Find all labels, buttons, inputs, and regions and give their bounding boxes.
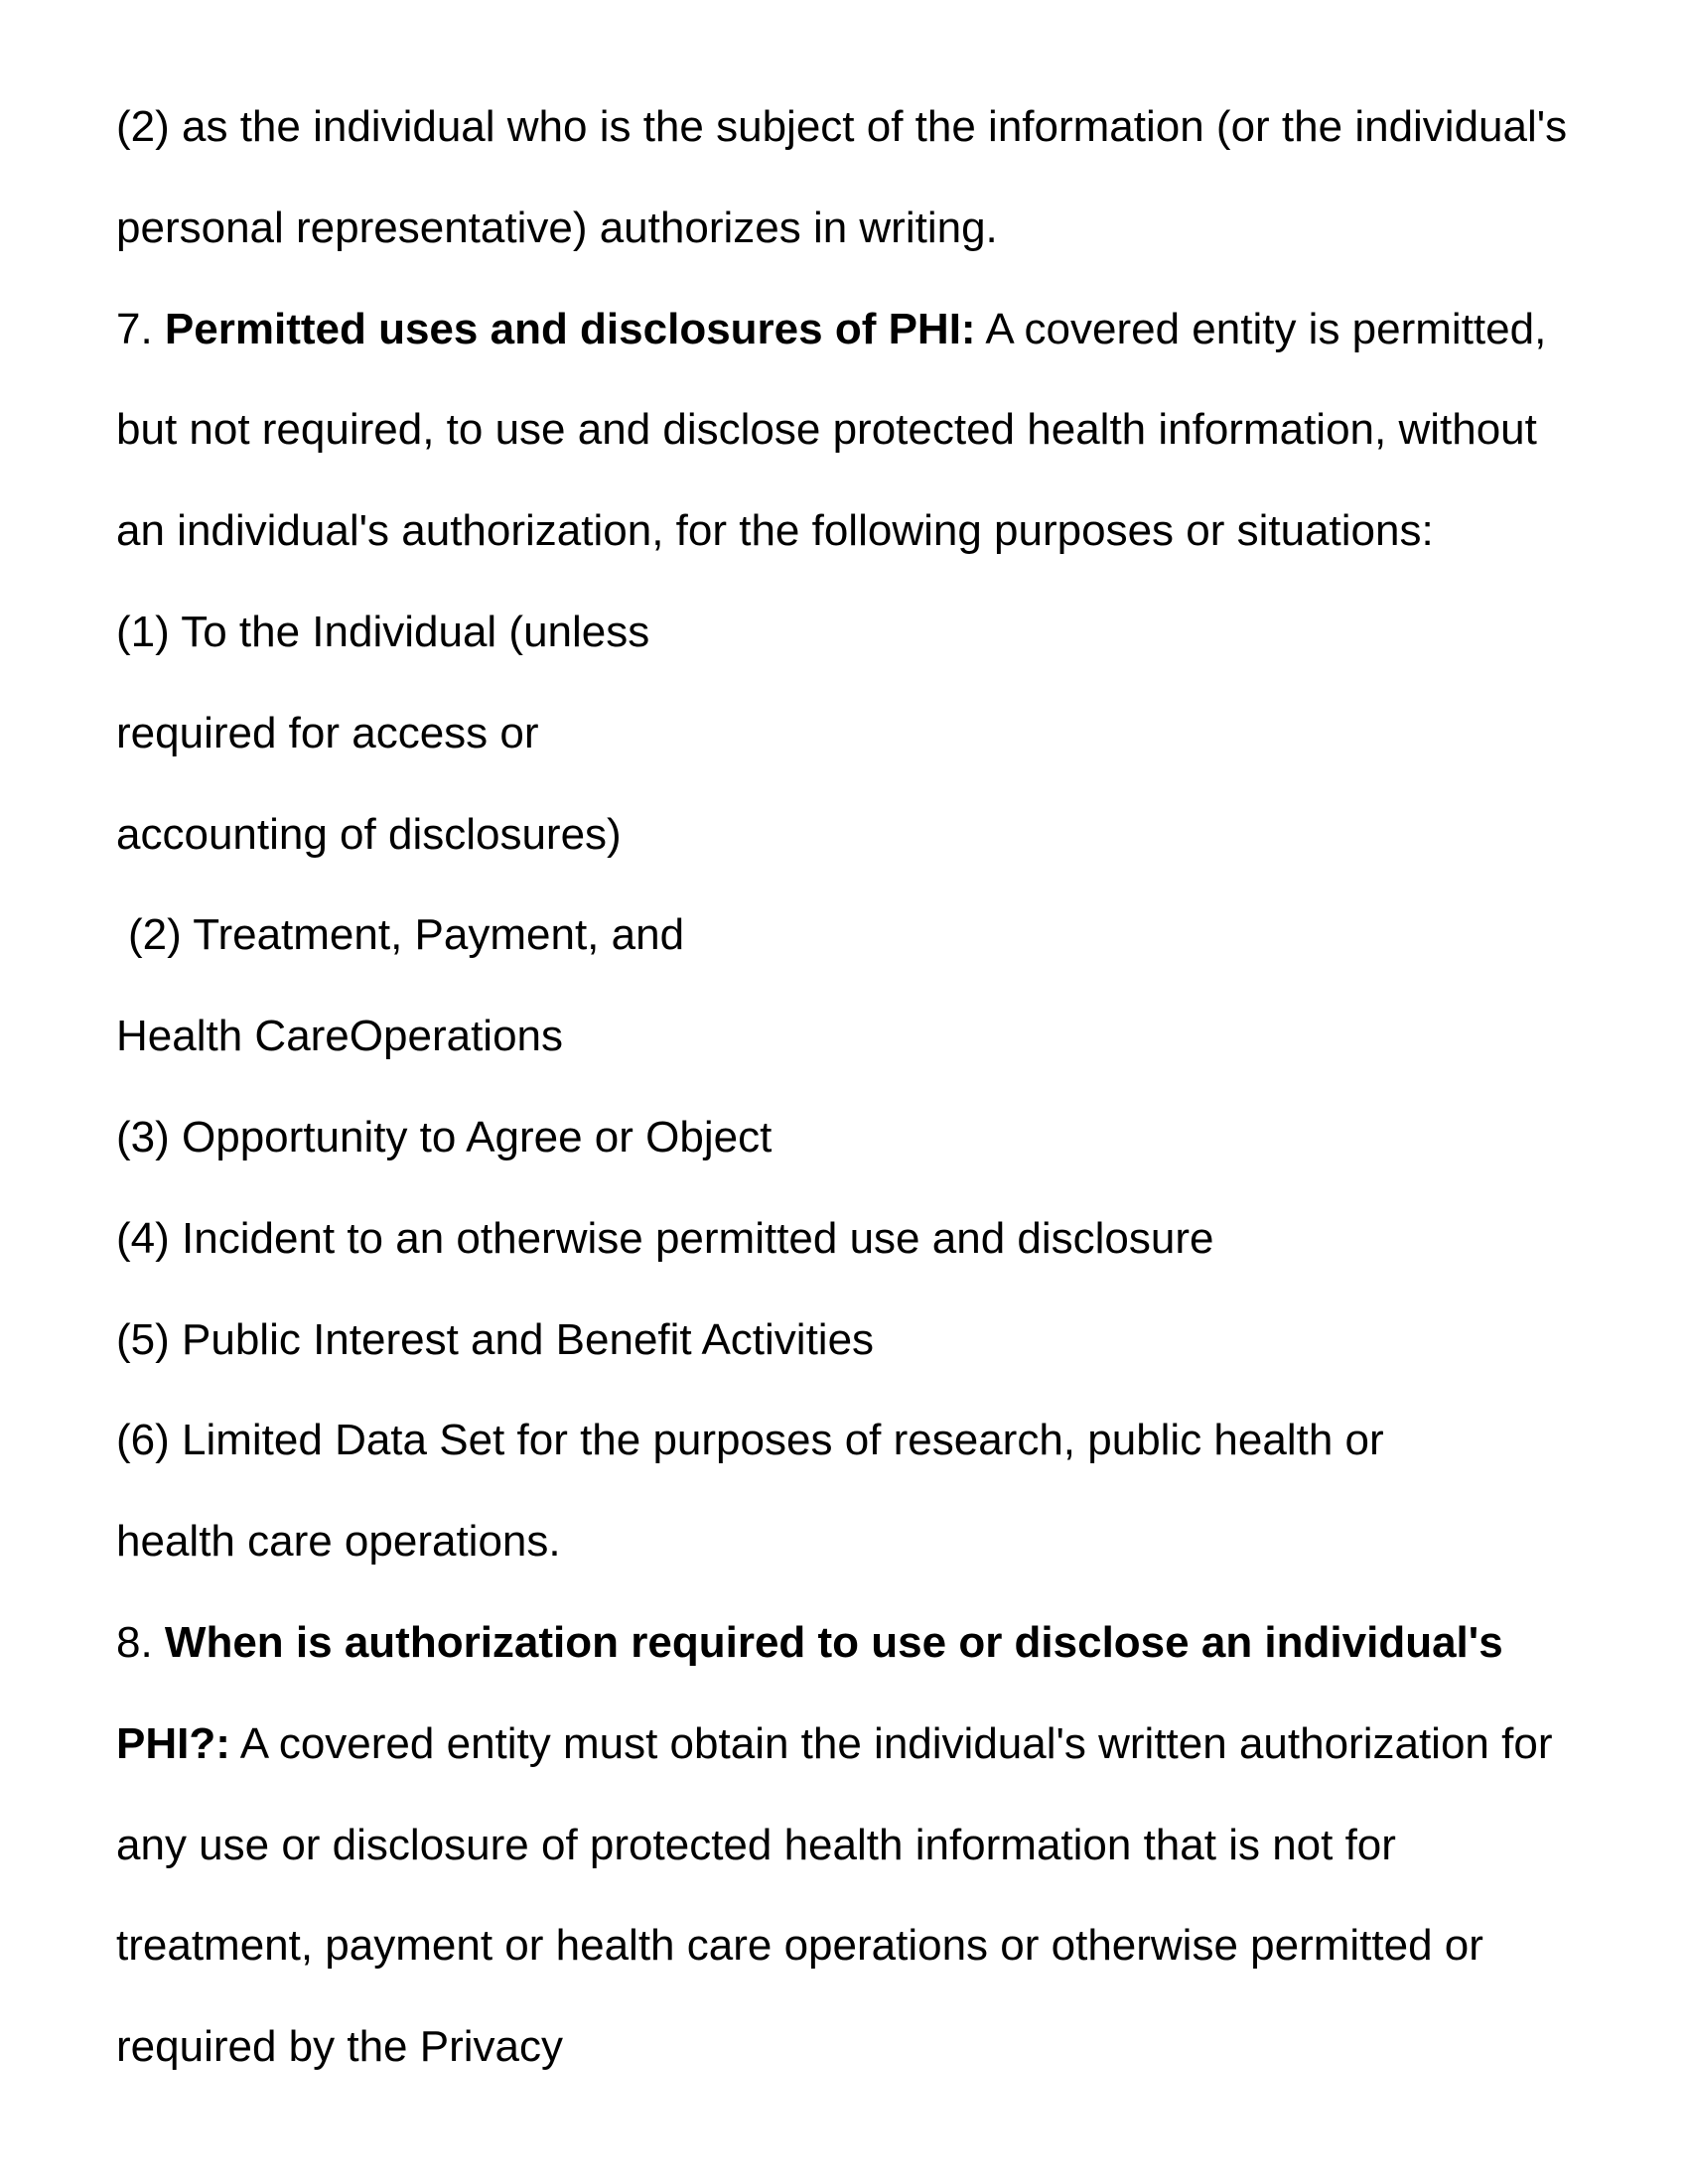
section-title: When is authorization required to use or disclose an individual's xyxy=(164,1618,1503,1667)
section-8-heading-line-2 xyxy=(116,1716,1552,1772)
list-item: (1) To the Individual (unless xyxy=(116,608,650,656)
section-title: Permitted uses and disclosures of PHI: xyxy=(164,305,976,353)
text-line: (2) as the individual who is the subject of the information (or the individual's xyxy=(116,102,1568,151)
section-7-heading-line xyxy=(116,302,1546,357)
text-line: required by the Privacy xyxy=(116,2022,563,2071)
section-title-continued: PHI?: xyxy=(116,1719,230,1768)
text-line: but not required, to use and disclose protected health information, without xyxy=(116,405,1537,454)
text-line: treatment, payment or health care operations or otherwise permitted or xyxy=(116,1921,1483,1970)
list-item-continued: health care operations. xyxy=(116,1517,561,1566)
text-line: personal representative) authorizes in writing. xyxy=(116,204,998,252)
list-item-continued: Health CareOperations xyxy=(116,1012,564,1060)
section-text: A covered entity is permitted, xyxy=(975,305,1547,353)
list-item: (6) Limited Data Set for the purposes of research, public health or xyxy=(116,1416,1384,1464)
list-item: (4) Incident to an otherwise permitted use and disclosure xyxy=(116,1214,1214,1263)
text-line: any use or disclosure of protected health information that is not for xyxy=(116,1821,1396,1869)
list-item: (2) Treatment, Payment, and xyxy=(128,910,685,959)
section-text: A covered entity must obtain the individual's written authorization for xyxy=(229,1719,1553,1768)
section-8-heading-line xyxy=(116,1615,1503,1671)
list-item: (3) Opportunity to Agree or Object xyxy=(116,1113,773,1161)
section-number: 8. xyxy=(116,1618,165,1667)
list-item-continued: accounting of disclosures) xyxy=(116,810,622,859)
section-number: 7. xyxy=(116,305,165,353)
list-item-continued: required for access or xyxy=(116,709,539,757)
text-line: an individual's authorization, for the following purposes or situations: xyxy=(116,506,1434,555)
list-item: (5) Public Interest and Benefit Activities xyxy=(116,1315,875,1364)
